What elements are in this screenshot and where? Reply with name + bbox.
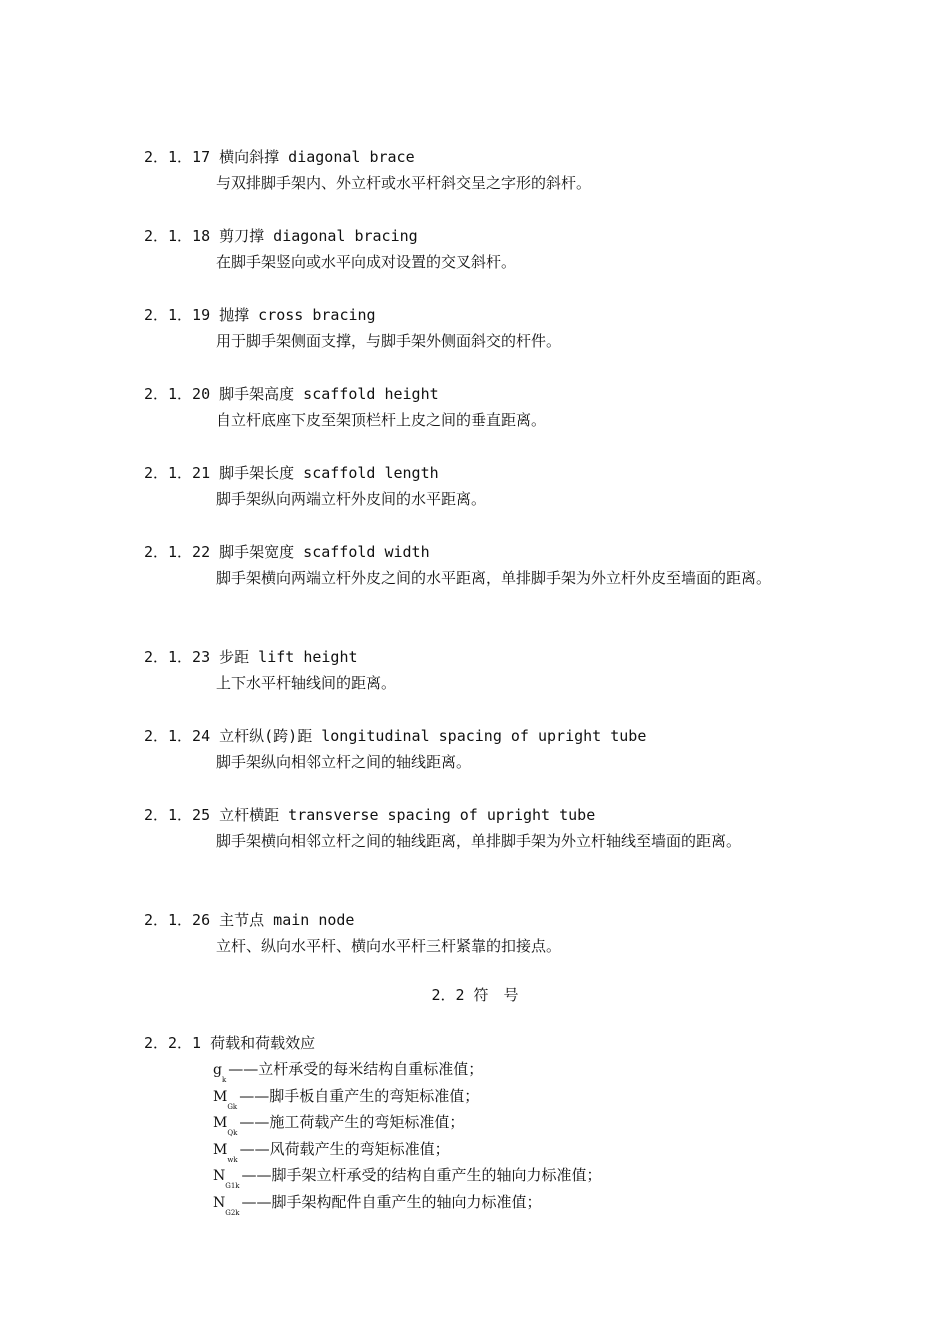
term-title: 2．1．21 脚手架长度 scaffold length [144, 464, 439, 482]
symbol-subscript: wk [227, 1155, 238, 1164]
symbol: N [213, 1194, 226, 1211]
term-definition: 在脚手架竖向或水平向成对设置的交叉斜杆。 [216, 253, 517, 271]
symbol-subscript: G1k [225, 1182, 240, 1190]
term-definition: 脚手架纵向两端立杆外皮间的水平距离。 [216, 490, 487, 508]
term-definition: 与双排脚手架内、外立杆或水平杆斜交呈之字形的斜杆。 [216, 174, 592, 192]
term-title: 2．1．18 剪刀撑 diagonal bracing [144, 227, 418, 245]
symbol-definition: ——风荷载产生的弯矩标准值； [239, 1139, 450, 1158]
term-definition: 用于脚手架侧面支撑，与脚手架外侧面斜交的杆件。 [216, 332, 562, 350]
symbol-subscript: Gk [227, 1102, 238, 1111]
symbol-definition: ——立杆承受的每米结构自重标准值； [228, 1060, 484, 1078]
symbol-subscript: Qk [227, 1129, 238, 1137]
term-2-1-17 [144, 147, 812, 197]
term-2-1-21 [144, 463, 812, 513]
symbol-row [213, 1058, 813, 1085]
term-definition: 脚手架横向相邻立杆之间的轴线距离，单排脚手架为外立杆轴线至墙面的距离。 [216, 832, 742, 850]
term-2-1-26 [144, 910, 812, 960]
term-2-1-19 [144, 305, 812, 355]
term-2-1-22 [144, 542, 812, 592]
symbol-row [213, 1191, 813, 1218]
symbol-definition: ——施工荷载产生的弯矩标准值； [239, 1113, 465, 1131]
symbol-row [213, 1111, 813, 1138]
symbol-row [213, 1164, 813, 1191]
term-title: 2．1．26 主节点 main node [144, 911, 355, 929]
term-title: 2．1．23 步距 lift height [144, 648, 358, 666]
term-2-1-23 [144, 647, 812, 697]
term-definition: 脚手架纵向相邻立杆之间的轴线距离。 [216, 753, 472, 771]
term-2-1-20 [144, 384, 812, 434]
term-definition: 自立杆底座下皮至架顶栏杆上皮之间的垂直距离。 [216, 411, 547, 429]
symbol: N [213, 1168, 226, 1184]
symbol-list [213, 1058, 813, 1217]
term-2-1-18 [144, 226, 812, 276]
symbol-row [213, 1085, 813, 1112]
symbols-subheading: 2．2．1 荷载和荷载效应 [144, 1034, 316, 1052]
symbol: M [213, 1088, 228, 1105]
term-title: 2．1．20 脚手架高度 scaffold height [144, 385, 439, 403]
symbol-subscript: k [221, 1076, 227, 1084]
term-definition: 上下水平杆轴线间的距离。 [216, 674, 397, 692]
term-2-1-25 [144, 805, 812, 855]
symbol: M [213, 1115, 228, 1131]
section-heading: 2．2 符 号 [431, 986, 519, 1004]
term-title: 2．1．22 脚手架宽度 scaffold width [144, 543, 430, 561]
term-2-1-24 [144, 726, 812, 776]
symbol: M [213, 1141, 228, 1158]
term-title: 2．1．24 立杆纵(跨)距 longitudinal spacing of upright tube [144, 727, 647, 745]
symbol-subscript: G2k [225, 1208, 240, 1217]
symbol-row [213, 1138, 813, 1165]
term-definition: 脚手架横向两端立杆外皮之间的水平距离，单排脚手架为外立杆外皮至墙面的距离。 [216, 569, 772, 587]
symbol-definition: ——脚手架立杆承受的结构自重产生的轴向力标准值； [241, 1166, 602, 1184]
symbol-definition: ——脚手板自重产生的弯矩标准值； [239, 1086, 480, 1105]
symbol-definition: ——脚手架构配件自重产生的轴向力标准值； [241, 1192, 542, 1211]
term-title: 2．1．25 立杆横距 transverse spacing of upright tube [144, 806, 596, 824]
term-title: 2．1．19 抛撑 cross bracing [144, 306, 376, 324]
term-definition: 立杆、纵向水平杆、横向水平杆三杆紧靠的扣接点。 [216, 937, 562, 955]
term-title: 2．1．17 横向斜撑 diagonal brace [144, 148, 415, 166]
symbol: g [213, 1062, 222, 1078]
